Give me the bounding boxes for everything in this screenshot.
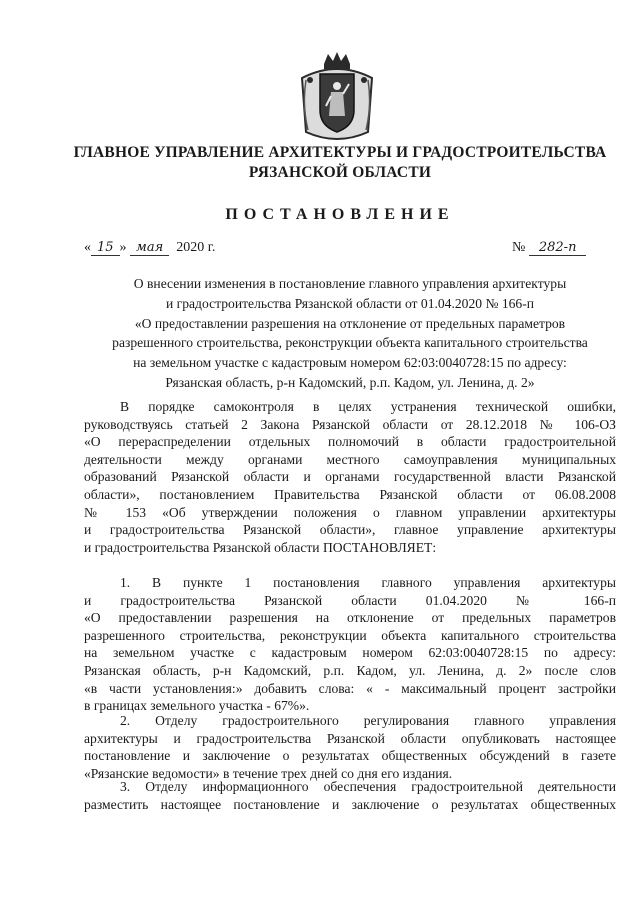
- date-close-quote: »: [119, 240, 127, 255]
- organization-name-line2: РЯЗАНСКОЙ ОБЛАСТИ: [248, 164, 432, 181]
- paragraph-line: постановление и заключение о результатах общественных обсуждений в газете: [84, 748, 616, 764]
- paragraph-line: «О предоставлении разрешения на отклонение от предельных параметров: [84, 610, 616, 626]
- document-subject: [84, 274, 616, 393]
- paragraph-line: образований Рязанской области и органами государственной власти Рязанской: [84, 469, 616, 485]
- subject-line: Рязанская область, р-н Кадомский, р.п. Кадом, ул. Ленина, д. 2»: [165, 374, 535, 390]
- paragraph-line: 2. Отделу градостроительного регулирования главного управления: [120, 713, 616, 728]
- paragraph-line: «Рязанские ведомости» в течение трех дней со дня его издания.: [84, 765, 453, 781]
- subject-line: О внесении изменения в постановление главного управления архитектуры: [133, 276, 567, 291]
- date-day-handwritten: 15: [91, 240, 120, 256]
- paragraph-line: руководствуясь статьей 2 Закона Рязанской области от 28.12.2018 № 106-ОЗ: [84, 416, 616, 432]
- date-open-quote: «: [84, 240, 91, 255]
- organization-name-line1: ГЛАВНОЕ УПРАВЛЕНИЕ АРХИТЕКТУРЫ И ГРАДОСТРОИТЕЛЬСТВА: [73, 144, 607, 161]
- paragraph-line: «О перераспределении отдельных полномочий в области градостроительной: [84, 434, 616, 450]
- preamble-paragraph: [84, 398, 616, 556]
- item-2-paragraph: [84, 712, 616, 782]
- paragraph-line: на земельном участке с кадастровым номером 62:03:0040728:15 по адресу:: [84, 645, 616, 661]
- number-handwritten: 282-п: [529, 240, 587, 256]
- date-year: 2020 г.: [176, 240, 216, 255]
- paragraph-line: «в части установления:» добавить слова: « - максимальный процент застройки: [84, 680, 616, 696]
- paragraph-line: в границах земельного участка - 67%».: [84, 698, 310, 714]
- paragraph-line: Рязанская область, р-н Кадомский, р.п. Кадом, ул. Ленина, д. 2» после слов: [84, 662, 616, 678]
- document-date: [84, 240, 215, 256]
- number-sign: №: [512, 240, 526, 255]
- item-1-paragraph: [84, 574, 616, 715]
- paragraph-line: и градостроительства Рязанской области», главное управление архитектуры: [84, 522, 616, 538]
- coat-of-arms-emblem: [296, 50, 378, 146]
- paragraph-line: В порядке самоконтроля в целях устранения технической ошибки,: [120, 399, 616, 414]
- subject-line: на земельном участке с кадастровым номером 62:03:0040728:15 по адресу:: [133, 355, 567, 371]
- document-type-title: ПОСТАНОВЛЕНИЕ: [225, 206, 455, 223]
- paragraph-line: и градостроительства Рязанской области ПОСТАНОВЛЯЕТ:: [84, 539, 437, 555]
- paragraph-line: разместить настоящее постановление и заключение о результатах общественных: [84, 796, 616, 812]
- item-3-paragraph: [84, 778, 616, 813]
- subject-line: и градостроительства Рязанской области от 01.04.2020 № 166-п: [165, 295, 535, 311]
- paragraph-line: разрешенного строительства, реконструкции объекта капитального строительства: [84, 627, 616, 643]
- paragraph-line: деятельности между органами местного самоуправления муниципальных: [84, 451, 616, 467]
- document-number: [512, 240, 586, 256]
- subject-line: разрешенного строительства, реконструкции объекта капитального строительства: [112, 335, 588, 351]
- paragraph-line: архитектуры и градостроительства Рязанской области опубликовать настоящее: [84, 730, 616, 746]
- date-month-handwritten: мая: [130, 240, 169, 256]
- paragraph-line: 1. В пункте 1 постановления главного управления архитектуры: [120, 575, 616, 590]
- paragraph-line: и градостроительства Рязанской области 01.04.2020 № 166-п: [84, 592, 616, 608]
- paragraph-line: 3. Отделу информационного обеспечения градостроительной деятельности: [120, 779, 616, 794]
- paragraph-line: № 153 «Об утверждении положения о главном управлении архитектуры: [84, 504, 616, 520]
- subject-line: «О предоставлении разрешения на отклонение от предельных параметров: [134, 315, 566, 331]
- paragraph-line: области», постановлением Правительства Рязанской области от 06.08.2008: [84, 486, 616, 502]
